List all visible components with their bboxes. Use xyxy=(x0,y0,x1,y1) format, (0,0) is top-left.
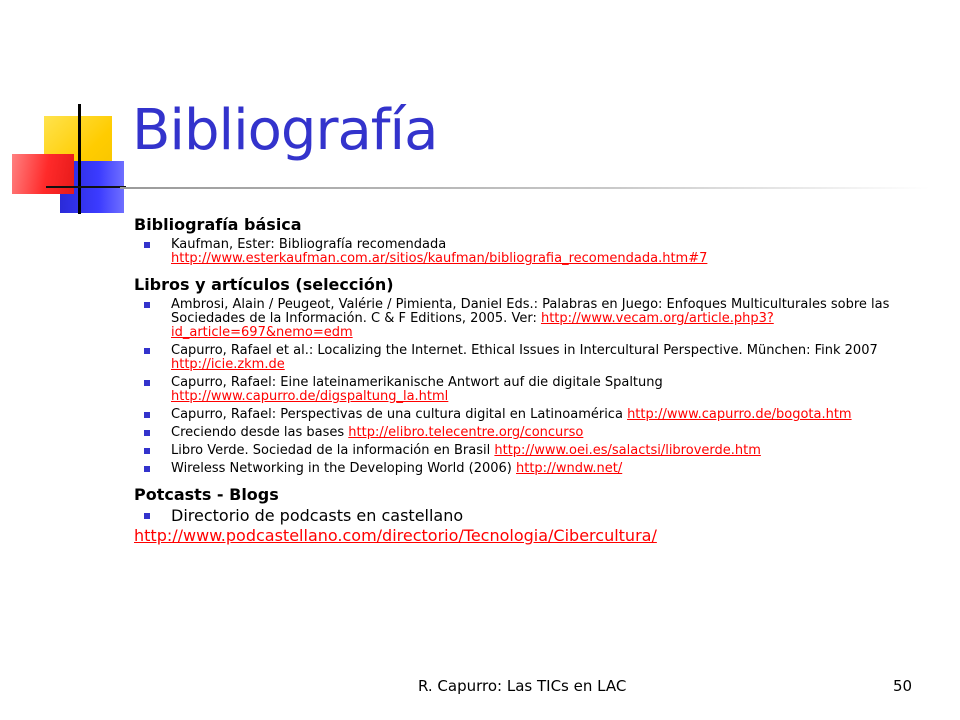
slide-title: Bibliografía xyxy=(132,98,438,163)
square-bullet-icon xyxy=(144,513,150,519)
section-bibliografia-basica xyxy=(134,214,934,266)
list-item xyxy=(134,344,934,372)
square-bullet-icon xyxy=(144,466,150,472)
page-number: 50 xyxy=(893,677,913,695)
reference-link[interactable]: http://www.vecam.org/article.php3?id_article=697&nemo=edm xyxy=(171,311,774,340)
section-heading: Bibliografía básica xyxy=(134,215,302,234)
list-item xyxy=(134,376,934,404)
reference-list xyxy=(134,298,934,476)
reference-link[interactable]: http://www.capurro.de/bogota.htm xyxy=(627,407,852,422)
square-bullet-icon xyxy=(144,348,150,354)
footer-text: R. Capurro: Las TICs en LAC xyxy=(418,677,627,695)
reference-text: Libro Verde. Sociedad de la información en Brasil xyxy=(171,443,495,458)
reference-list xyxy=(134,506,934,526)
square-bullet-icon xyxy=(144,448,150,454)
section-heading: Potcasts - Blogs xyxy=(134,485,279,504)
decorative-horizontal-line xyxy=(46,186,126,188)
list-item xyxy=(134,462,934,476)
reference-link[interactable]: http://www.esterkaufman.com.ar/sitios/kaufman/bibliografia_recomendada.htm#7 xyxy=(171,251,708,266)
list-item xyxy=(134,444,934,458)
reference-list xyxy=(134,238,934,266)
reference-text: Ambrosi, Alain / Peugeot, Valérie / Pimienta, Daniel Eds.: Palabras en Juego: Enfoques Multiculturales sobre las Sociedades de la Información. C & F Editions, 2005. Ver: xyxy=(171,297,890,326)
reference-link[interactable]: http://www.oei.es/salactsi/libroverde.htm xyxy=(494,443,761,458)
podcast-directory-link[interactable]: http://www.podcastellano.com/directorio/Tecnologia/Cibercultura/ xyxy=(134,526,657,545)
list-item xyxy=(134,408,934,422)
reference-text: Capurro, Rafael et al.: Localizing the Internet. Ethical Issues in Intercultural Perspective. München: Fink 2007 xyxy=(171,343,878,358)
square-bullet-icon xyxy=(144,242,150,248)
section-potcasts-blogs xyxy=(134,484,934,546)
list-item xyxy=(134,506,934,526)
square-bullet-icon xyxy=(144,302,150,308)
reference-link[interactable]: http://wndw.net/ xyxy=(516,461,623,476)
decorative-vertical-line xyxy=(78,104,81,214)
list-item xyxy=(134,238,934,266)
square-bullet-icon xyxy=(144,430,150,436)
square-bullet-icon xyxy=(144,380,150,386)
reference-text: Wireless Networking in the Developing World (2006) xyxy=(171,461,516,476)
reference-text: Capurro, Rafael: Eine lateinamerikanische Antwort auf die digitale Spaltung xyxy=(171,375,663,390)
square-bullet-icon xyxy=(144,412,150,418)
title-underline-rule xyxy=(120,187,930,189)
list-item xyxy=(134,298,934,340)
reference-link[interactable]: http://elibro.telecentre.org/concurso xyxy=(348,425,584,440)
list-item xyxy=(134,426,934,440)
section-libros-articulos xyxy=(134,274,934,476)
section-heading: Libros y artículos (selección) xyxy=(134,275,394,294)
reference-text: Capurro, Rafael: Perspectivas de una cultura digital en Latinoamérica xyxy=(171,407,628,422)
reference-text: Creciendo desde las bases xyxy=(171,425,349,440)
reference-text: Kaufman, Ester: Bibliografía recomendada xyxy=(171,237,447,252)
decorative-red-square xyxy=(12,154,74,194)
reference-link[interactable]: http://www.capurro.de/digspaltung_la.html xyxy=(171,389,449,404)
reference-link[interactable]: http://icie.zkm.de xyxy=(171,357,285,372)
slide-content xyxy=(134,214,934,546)
reference-text: Directorio de podcasts en castellano xyxy=(171,506,464,525)
